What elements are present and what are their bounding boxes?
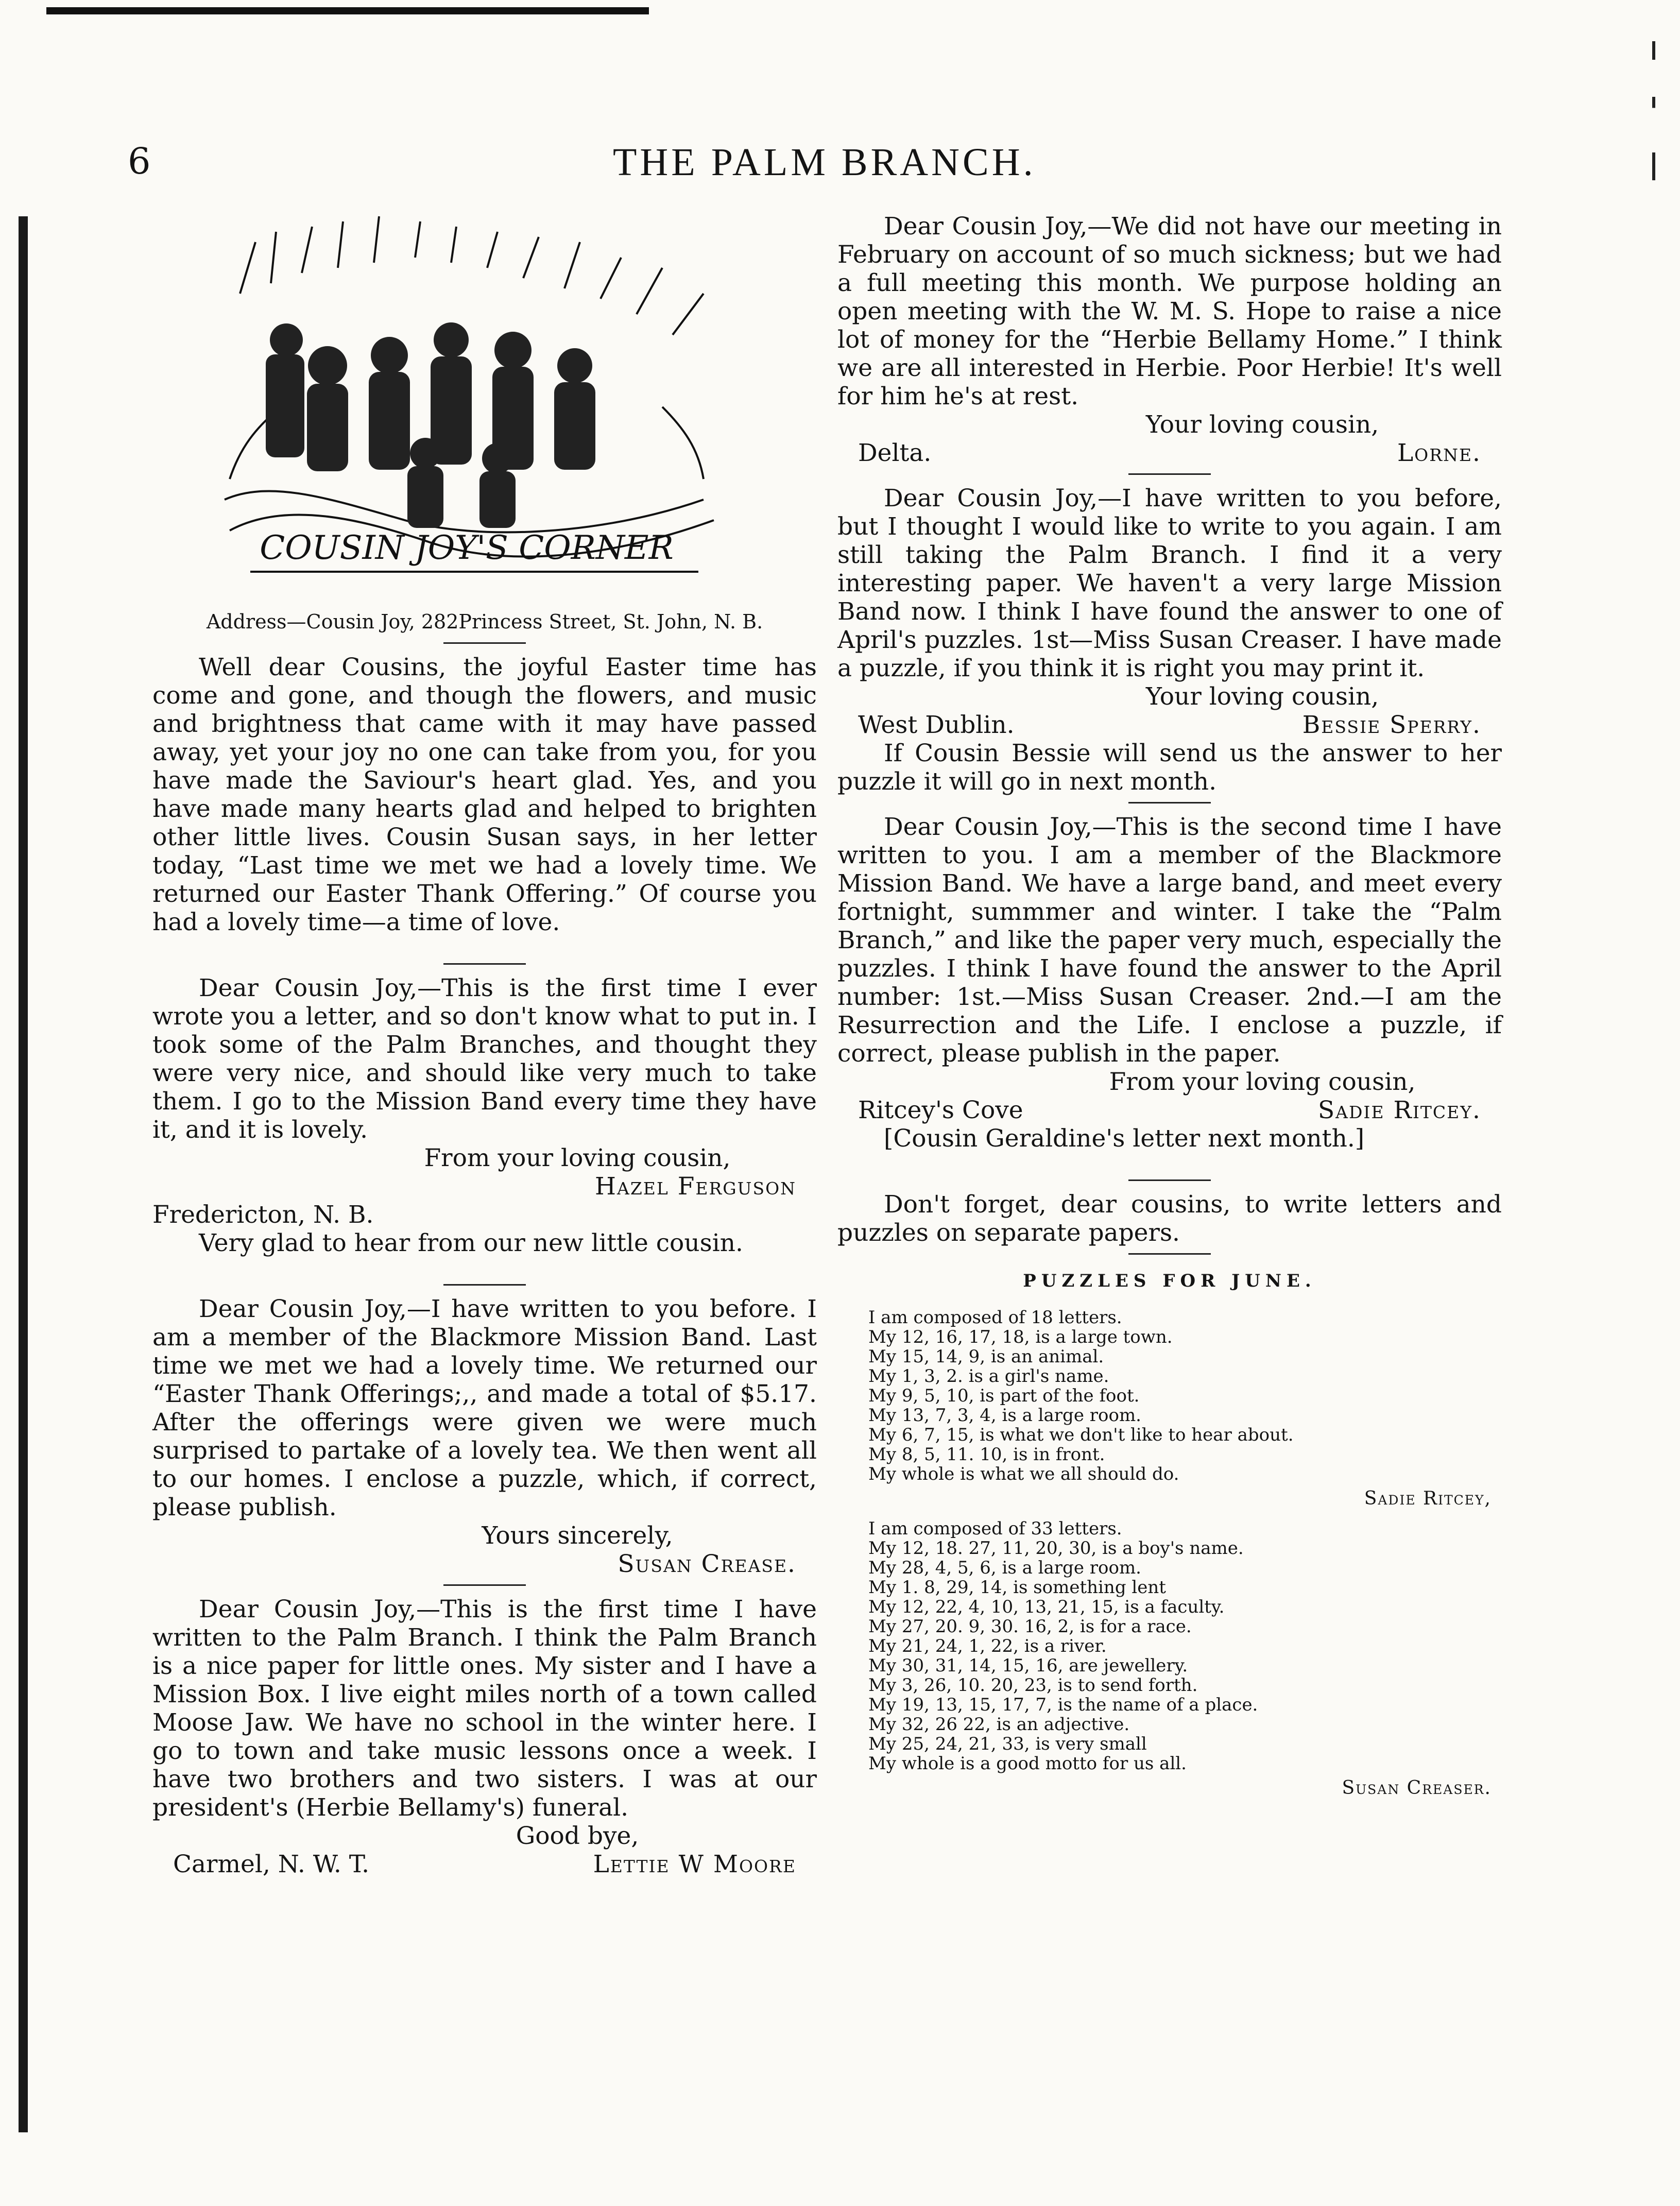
- letter-body: Dear Cousin Joy,—This is the second time I have written to you. I am a member of the Blackmore Mission Band. We have a large band, and meet every fortnight, summmer and winter. I take the “Palm Branch,” and like the paper very much, especially the puzzles. I think I have found the answer to the April number: 1st.—Miss Susan Creaser. 2nd.—I am the Resurrection and the Life. I enclose a puzzle, if correct, please publish in the paper.: [837, 813, 1502, 1068]
- top-scan-edge: [46, 7, 649, 14]
- right-column: [837, 212, 1502, 1808]
- letter-body: Dear Cousin Joy,—We did not have our meeting in February on account of so much sickness; but we had a full meeting this month. We purpose holding an open meeting with the W. M. S. Hope to raise a nice lot of money for the “Herbie Bellamy Home.” I think we are all interested in Herbie. Poor Herbie! It's well for him he's at rest.: [837, 212, 1502, 411]
- puzzle-line: My 25, 24, 21, 33, is very small: [868, 1734, 1147, 1754]
- divider: [443, 963, 526, 965]
- puzzle-line: My 8, 5, 11. 10, is in front.: [868, 1444, 1105, 1465]
- divider: [1128, 802, 1211, 803]
- letter-signature: Lettie W Moore: [593, 1850, 796, 1878]
- letter-closing: Yours sincerely,: [482, 1521, 673, 1550]
- puzzle-line: My 9, 5, 10, is part of the foot.: [868, 1386, 1140, 1406]
- puzzle-line: I am composed of 33 letters.: [868, 1518, 1122, 1539]
- divider: [1128, 1179, 1211, 1181]
- puzzle-line: My 13, 7, 3, 4, is a large room.: [868, 1405, 1141, 1426]
- letter-signature: Sadie Ritcey.: [1317, 1096, 1481, 1124]
- letter-place: Delta.: [858, 439, 932, 467]
- left-scan-edge: [19, 216, 28, 2132]
- letter-signature: Susan Crease.: [618, 1550, 796, 1578]
- letter-body: Dear Cousin Joy,—This is the first time I have written to the Palm Branch. I think the Palm Branch is a nice paper for little ones. My sister and I have a Mission Box. I live eight miles north of a town called Moose Jaw. We have no school in the winter here. I go to town and take music lessons once a week. I have two brothers and two sisters. I was at our president's (Herbie Bellamy's) funeral.: [152, 1595, 817, 1822]
- editor-note: If Cousin Bessie will send us the answer to her puzzle it will go in next month.: [837, 739, 1502, 796]
- reminder-note: Don't forget, dear cousins, to write letters and puzzles on separate papers.: [837, 1190, 1502, 1247]
- puzzle-line: My 27, 20. 9, 30. 16, 2, is for a race.: [868, 1616, 1192, 1637]
- letter-hazel: [152, 974, 817, 1257]
- puzzle-2: [837, 1519, 1502, 1798]
- letter-signature: Bessie Sperry.: [1302, 711, 1481, 739]
- puzzle-line: My 6, 7, 15, is what we don't like to hear about.: [868, 1425, 1294, 1445]
- intro-paragraph: Well dear Cousins, the joyful Easter time has come and gone, and though the flowers, and music and brightness that came with it may have passed away, yet your joy no one can take from you, for you have made the Saviour's heart glad. Yes, and you have made many hearts glad and helped to brighten other little lives. Cousin Susan says, in her letter today, “Last time we met we had a lovely time. We returned our Easter Thank Offering.” Of course you had a lovely time—a time of love.: [152, 653, 817, 936]
- letter-closing: From your loving cousin,: [1109, 1068, 1416, 1096]
- letter-body: Dear Cousin Joy,—I have written to you before, but I thought I would like to write to you again. I am still taking the Palm Branch. I find it a very interesting paper. We haven't a very large Mission Band now. I think I have found the answer to one of April's puzzles. 1st—Miss Susan Creaser. I have made a puzzle, if you think it is right you may print it.: [837, 484, 1502, 682]
- puzzle-line: My 28, 4, 5, 6, is a large room.: [868, 1558, 1141, 1578]
- page-number: 6: [128, 140, 151, 182]
- banner-text: COUSIN JOY'S CORNER: [260, 529, 674, 567]
- running-head: THE PALM BRANCH.: [613, 141, 1036, 184]
- left-column: [152, 211, 817, 1878]
- puzzle-line: My whole is a good motto for us all.: [868, 1753, 1187, 1774]
- divider: [443, 1284, 526, 1286]
- letter-place: Carmel, N. W. T.: [173, 1850, 370, 1878]
- letter-place: Fredericton, N. B.: [152, 1201, 374, 1229]
- puzzle-line: My 1. 8, 29, 14, is something lent: [868, 1577, 1166, 1598]
- letter-signature: Hazel Ferguson: [595, 1172, 796, 1201]
- letter-closing: Your loving cousin,: [1145, 411, 1379, 439]
- puzzle-line: I am composed of 18 letters.: [868, 1307, 1122, 1328]
- letter-lettie: [152, 1595, 817, 1878]
- editor-note: [Cousin Geraldine's letter next month.]: [884, 1124, 1365, 1153]
- puzzle-line: My 12, 16, 17, 18, is a large town.: [868, 1327, 1173, 1347]
- puzzle-line: My 21, 24, 1, 22, is a river.: [868, 1636, 1107, 1656]
- puzzle-signature: Susan Creaser.: [1342, 1777, 1492, 1799]
- letter-body: Dear Cousin Joy,—This is the first time I ever wrote you a letter, and so don't know what to put in. I took some of the Palm Branches, and thought they were very nice, and should like very much to take them. I go to the Mission Band every time they have it, and it is lovely.: [152, 974, 817, 1144]
- letter-sadie: [837, 813, 1502, 1153]
- engraving-image: [209, 211, 734, 597]
- letter-body: Dear Cousin Joy,—I have written to you before. I am a member of the Blackmore Mission Band. Last time we met we had a lovely time. We returned our “Easter Thank Offerings;,, and made a total of $5.17. After the offerings were given we were much surprised to partake of a lovely tea. We then went all to our homes. I enclose a puzzle, which, if correct, please publish.: [152, 1295, 817, 1521]
- letter-place: Ritcey's Cove: [858, 1096, 1023, 1124]
- puzzle-line: My 3, 26, 10. 20, 23, is to send forth.: [868, 1675, 1198, 1696]
- divider: [443, 642, 526, 644]
- puzzle-line: My 12, 22, 4, 10, 13, 21, 15, is a faculty.: [868, 1597, 1225, 1617]
- letter-closing: From your loving cousin,: [424, 1144, 731, 1172]
- puzzle-signature: Sadie Ritcey,: [1364, 1488, 1492, 1509]
- puzzles-heading: PUZZLES FOR JUNE.: [1023, 1271, 1316, 1291]
- letter-susan: [152, 1295, 817, 1578]
- puzzle-line: My 32, 26 22, is an adjective.: [868, 1714, 1130, 1735]
- letter-lorne: [837, 212, 1502, 467]
- puzzle-line: My 1, 3, 2. is a girl's name.: [868, 1366, 1109, 1387]
- letter-signature: Lorne.: [1397, 439, 1481, 467]
- letter-bessie: [837, 484, 1502, 796]
- puzzle-line: My 19, 13, 15, 17, 7, is the name of a place.: [868, 1695, 1258, 1715]
- cousin-joy-illustration: [209, 211, 734, 597]
- divider: [1128, 1253, 1211, 1255]
- right-scan-marks: [1652, 41, 1655, 227]
- address-caption: Address—Cousin Joy, 282Princess Street, St. John, N. B.: [206, 610, 763, 633]
- puzzle-line: My 15, 14, 9, is an animal.: [868, 1346, 1104, 1367]
- puzzle-line: My 30, 31, 14, 15, 16, are jewellery.: [868, 1655, 1188, 1676]
- letter-closing: Your loving cousin,: [1145, 682, 1379, 711]
- editor-note: Very glad to hear from our new little cousin.: [199, 1229, 743, 1257]
- puzzle-1: [837, 1308, 1502, 1509]
- divider: [1128, 473, 1211, 475]
- divider: [443, 1584, 526, 1586]
- letter-closing: Good bye,: [516, 1822, 639, 1850]
- letter-place: West Dublin.: [858, 711, 1015, 739]
- puzzle-line: My 12, 18. 27, 11, 20, 30, is a boy's name.: [868, 1538, 1244, 1559]
- puzzle-line: My whole is what we all should do.: [868, 1464, 1179, 1484]
